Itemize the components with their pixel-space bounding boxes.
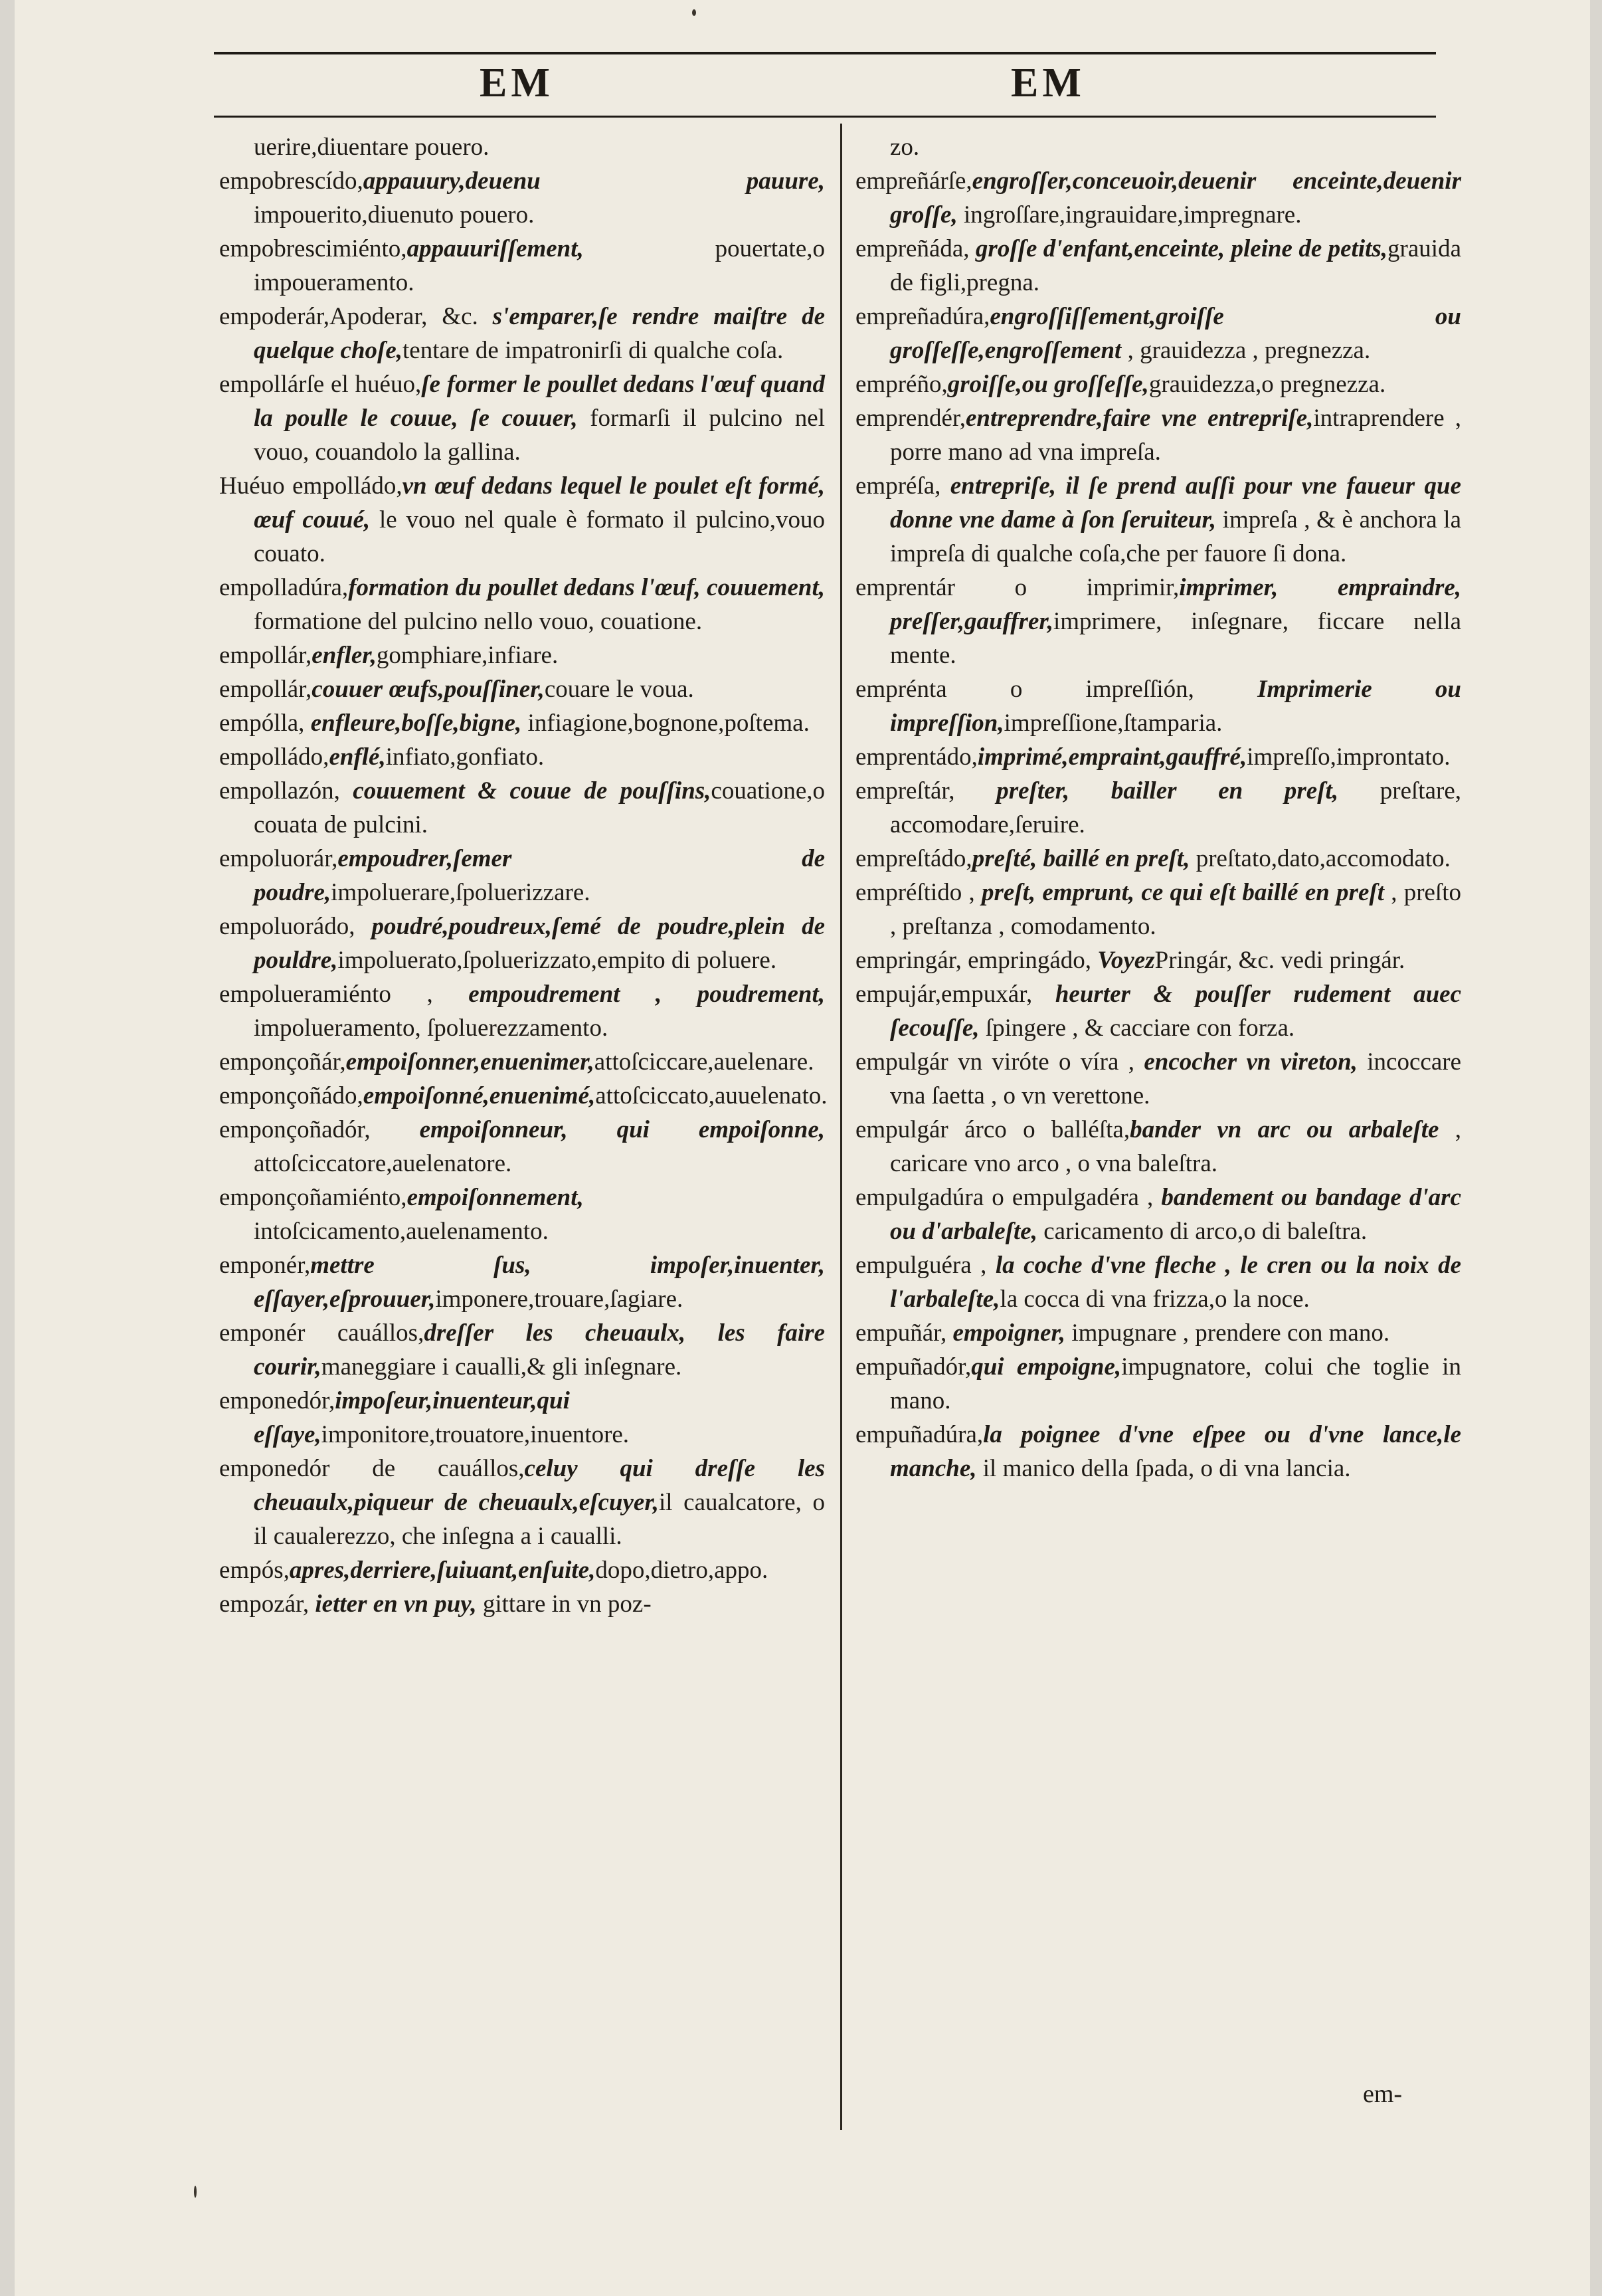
- dictionary-entry: [219, 1113, 825, 1181]
- dictionary-entry: [855, 774, 1461, 842]
- french-gloss: preſter, bailler en preſt,: [996, 777, 1339, 805]
- dictionary-entry: [219, 1587, 825, 1621]
- italian-gloss: Pringár, &c. vedi pringár.: [1154, 947, 1405, 974]
- dictionary-entry: [855, 1045, 1461, 1113]
- head-rule: [214, 116, 1436, 118]
- italian-gloss: , grauidezza , pregnezza.: [1121, 337, 1371, 364]
- dictionary-entry: [219, 1452, 825, 1553]
- top-rule: [214, 52, 1436, 54]
- running-head-left: EM: [480, 60, 554, 106]
- french-gloss: Voyez: [1097, 947, 1155, 974]
- catchword: em-: [1363, 2080, 1403, 2108]
- dictionary-entry: [219, 638, 825, 672]
- italian-gloss: formarſi il pulcino nel vouo, couandolo la gallina.: [254, 405, 825, 466]
- italian-gloss: impreſſione,ſtamparia.: [1004, 710, 1223, 737]
- italian-gloss: gomphiare,infiare.: [376, 642, 559, 669]
- french-gloss: heurter & pouſſer rudement auec ſecouſſe,: [890, 981, 1461, 1042]
- italian-gloss: , caricare vno arco , o vna baleſtra.: [890, 1116, 1462, 1177]
- dictionary-entry: [219, 1248, 825, 1316]
- headword: empolladúra,: [219, 574, 349, 601]
- headword: empoluorádo,: [219, 913, 372, 940]
- italian-gloss: attoſciccare,auelenare.: [594, 1048, 814, 1076]
- french-gloss: empoiſonneur, qui empoiſonne,: [419, 1116, 825, 1143]
- italian-gloss: gittare in vn poz-: [476, 1590, 652, 1618]
- french-gloss: groſſe d'enfant,enceinte, pleine de petits,: [975, 235, 1388, 262]
- headword: empollazón,: [219, 777, 353, 805]
- french-gloss: formation du poullet dedans l'œuf, couuement,: [348, 574, 825, 601]
- dictionary-entry: [855, 232, 1461, 300]
- dictionary-entry: [219, 1181, 825, 1248]
- french-gloss: mettre ſus, impoſer,inuenter, eſſayer,eſprouuer,: [254, 1252, 825, 1313]
- french-gloss: empoudrement , poudrement,: [468, 981, 825, 1008]
- french-gloss: empoudrer,ſemer de poudre,: [254, 845, 825, 906]
- headword: empobrescimiénto,: [219, 235, 407, 262]
- italian-gloss: grauidezza,o pregnezza.: [1148, 371, 1386, 398]
- headword: empreſtádo,: [855, 845, 972, 872]
- italian-gloss: il caualcatore, o il caualerezzo, che inſegna a i caualli.: [254, 1489, 825, 1550]
- dictionary-entry: [219, 130, 825, 164]
- headword: emprénta o impreſſión,: [855, 676, 1258, 703]
- dictionary-entry: [855, 842, 1461, 876]
- dictionary-entry: [219, 1045, 825, 1079]
- french-gloss: couuer œufs,pouſſiner,: [312, 676, 545, 703]
- dictionary-entry: [219, 1384, 825, 1452]
- french-gloss: ietter en vn puy,: [315, 1590, 477, 1618]
- french-gloss: preſt, emprunt, ce qui eſt baillé en preſt: [982, 879, 1384, 906]
- french-gloss: celuy qui dreſſe les cheuaulx,piqueur de cheuaulx,eſcuyer,: [254, 1455, 825, 1516]
- headword: empollárſe el huéuo,: [219, 371, 422, 398]
- french-gloss: enfler,: [312, 642, 377, 669]
- french-gloss: empoiſonnement,: [406, 1184, 584, 1211]
- headword: empobrescído,: [219, 167, 363, 195]
- french-gloss: appauuriſſement,: [406, 235, 584, 262]
- ink-speck: [692, 9, 696, 16]
- headword: empreñárſe,: [855, 167, 972, 195]
- italian-gloss: imprimere, inſegnare, ficcare nella mente.: [890, 608, 1461, 669]
- italian-gloss: couatione,o couata de pulcini.: [254, 777, 825, 838]
- headword: emponçoñár,: [219, 1048, 346, 1076]
- french-gloss: bander vn arc ou arbaleſte: [1130, 1116, 1439, 1143]
- headword: empreſtár,: [855, 777, 997, 805]
- italian-gloss: impolueramento, ſpoluerezzamento.: [254, 1014, 608, 1042]
- headword: empreñadúra,: [855, 303, 990, 330]
- italian-gloss: impouerito,diuenuto pouero.: [254, 201, 535, 229]
- french-gloss: imprimer, empraindre, preſſer,gauffrer,: [890, 574, 1462, 635]
- dictionary-entry: [219, 842, 825, 909]
- headword: empulguéra ,: [855, 1252, 996, 1279]
- dictionary-entry: [219, 232, 825, 300]
- dictionary-entry: [855, 977, 1461, 1045]
- french-gloss: enfleure,boſſe,bigne,: [310, 710, 522, 737]
- italian-gloss: pouertate,o impoueramento.: [254, 235, 825, 296]
- dictionary-entry: [855, 1316, 1461, 1350]
- french-gloss: Imprimerie ou impreſſion,: [890, 676, 1461, 737]
- dictionary-entry: [219, 1553, 825, 1587]
- right-column: [855, 130, 1461, 1485]
- dictionary-entry: [855, 1418, 1461, 1485]
- french-gloss: imprimé,empraint,gauffré,: [977, 743, 1247, 771]
- italian-gloss: couare le voua.: [544, 676, 694, 703]
- italian-gloss: imponere,trouare,ſagiare.: [435, 1286, 683, 1313]
- french-gloss: engroſſiſſement,groiſſe ou groſſeſſe,engroſſement: [890, 303, 1461, 364]
- dictionary-entry: [219, 706, 825, 740]
- dictionary-entry: [855, 1181, 1461, 1248]
- dictionary-entry: [219, 367, 825, 469]
- dictionary-page: [15, 0, 1590, 2296]
- headword: empreñáda,: [855, 235, 976, 262]
- headword: emponedór,: [219, 1387, 335, 1414]
- italian-gloss: impugnare , prendere con mano.: [1065, 1319, 1390, 1347]
- dictionary-entry: [855, 164, 1461, 232]
- italian-gloss: impoluerare,ſpoluerizzare.: [331, 879, 590, 906]
- dictionary-entry: [855, 1248, 1461, 1316]
- headword: emprendér,: [855, 405, 966, 432]
- headword: emponér,: [219, 1252, 311, 1279]
- dictionary-entry: [219, 909, 825, 977]
- headword: emponér cauállos,: [219, 1319, 424, 1347]
- column-divider: [840, 124, 842, 2130]
- italian-gloss: incoccare vna ſaetta , o vn verettone.: [890, 1048, 1461, 1109]
- italian-gloss: attoſciccato,auuelenato.: [595, 1082, 828, 1109]
- dictionary-entry: [219, 977, 825, 1045]
- italian-gloss: intoſcicamento,auelenamento.: [254, 1218, 549, 1245]
- headword: empulgár vn viróte o víra ,: [855, 1048, 1144, 1076]
- french-gloss: dreſſer les cheuaulx, les faire courir,: [254, 1319, 825, 1381]
- italian-gloss: il manico della ſpada, o di vna lancia.: [976, 1455, 1351, 1482]
- italian-gloss: grauida de figli,pregna.: [890, 235, 1461, 296]
- italian-gloss: maneggiare i caualli,& gli inſegnare.: [321, 1353, 682, 1381]
- running-head-right: EM: [1011, 60, 1085, 106]
- headword: emponçoñamiénto,: [219, 1184, 407, 1211]
- headword: empréſtido ,: [855, 879, 982, 906]
- headword: emponedór de cauállos,: [219, 1455, 525, 1482]
- dictionary-entry: [219, 740, 825, 774]
- italian-gloss: preſtato,dato,accomodato.: [1190, 845, 1451, 872]
- dictionary-entry: [855, 300, 1461, 367]
- headword: empuñadúra,: [855, 1421, 984, 1448]
- headword: empringár, empringádo,: [855, 947, 1098, 974]
- dictionary-entry: [219, 1316, 825, 1384]
- headword: empulgár árco o balléſta,: [855, 1116, 1130, 1143]
- headword: empréño,: [855, 371, 948, 398]
- dictionary-entry: [855, 571, 1461, 672]
- french-gloss: couuement & couue de pouſſins,: [353, 777, 711, 805]
- headword: empujár,empuxár,: [855, 981, 1055, 1008]
- french-gloss: empoiſonné,enuenimé,: [363, 1082, 596, 1109]
- italian-gloss: impoluerato,ſpoluerizzato,empito di poluere.: [337, 947, 777, 974]
- dictionary-entry: [219, 1079, 828, 1113]
- headword: empréſa,: [855, 472, 950, 500]
- french-gloss: la coche d'vne fleche , le cren ou la noix de l'arbaleſte,: [890, 1252, 1461, 1313]
- dictionary-entry: [855, 1350, 1461, 1418]
- headword: emponçoñadór,: [219, 1116, 420, 1143]
- headword: empollár,: [219, 642, 312, 669]
- french-gloss: appauury,deuenu pauure,: [363, 167, 825, 195]
- headword: empulgadúra o empulgadéra ,: [855, 1184, 1162, 1211]
- left-column: [219, 130, 828, 1621]
- italian-gloss: infiagione,bognone,poſtema.: [521, 710, 810, 737]
- italian-gloss: la cocca di vna frizza,o la noce.: [1000, 1286, 1310, 1313]
- dictionary-entry: [855, 943, 1461, 977]
- italian-gloss: dopo,dietro,appo.: [595, 1557, 768, 1584]
- dictionary-entry: [219, 164, 825, 232]
- dictionary-entry: [855, 876, 1461, 943]
- italian-gloss: ſpingere , & cacciare con forza.: [979, 1014, 1295, 1042]
- italian-gloss: tentare de impatronirſi di qualche coſa.: [402, 337, 784, 364]
- french-gloss: impoſeur,inuenteur,qui eſſaye,: [254, 1387, 570, 1448]
- headword: Huéuo empolládo,: [219, 472, 402, 500]
- ink-speck: [194, 2186, 197, 2198]
- italian-gloss: uerire,diuentare pouero.: [254, 134, 490, 161]
- italian-gloss: attoſciccatore,auelenatore.: [254, 1150, 512, 1177]
- headword: empoluorár,: [219, 845, 338, 872]
- italian-gloss: impugnatore, colui che toglie in mano.: [890, 1353, 1461, 1414]
- dictionary-entry: [855, 1113, 1461, 1181]
- italian-gloss: , preſto , preſtanza , comodamento.: [890, 879, 1461, 940]
- french-gloss: groiſſe,ou groſſeſſe,: [947, 371, 1149, 398]
- headword: empolueramiénto ,: [219, 981, 469, 1008]
- dictionary-entry: [855, 130, 1461, 164]
- french-gloss: empoiſonner,enuenimer,: [345, 1048, 594, 1076]
- french-gloss: encocher vn vireton,: [1144, 1048, 1358, 1076]
- dictionary-entry: [855, 401, 1461, 469]
- dictionary-entry: [855, 469, 1461, 571]
- french-gloss: empoigner,: [952, 1319, 1066, 1347]
- italian-gloss: ingroſſare,ingrauidare,impregnare.: [957, 201, 1302, 229]
- headword: empuñadór,: [855, 1353, 972, 1381]
- italian-gloss: preſtare, accomodare,ſeruire.: [890, 777, 1461, 838]
- italian-gloss: le vouo nel quale è formato il pulcino,vouo couato.: [254, 506, 825, 567]
- italian-gloss: intraprendere , porre mano ad vna impreſa.: [890, 405, 1461, 466]
- headword: emponçoñádo,: [219, 1082, 363, 1109]
- headword: empoderár,Apoderar, &c.: [219, 303, 493, 330]
- italian-gloss: caricamento di arco,o di baleſtra.: [1037, 1218, 1368, 1245]
- french-gloss: preſté, baillé en preſt,: [972, 845, 1190, 872]
- headword: empozár,: [219, 1590, 315, 1618]
- french-gloss: vn œuf dedans lequel le poulet eſt formé, œuf couué,: [254, 472, 825, 533]
- headword: empolládo,: [219, 743, 329, 771]
- french-gloss: la poignee d'vne eſpee ou d'vne lance,le manche,: [890, 1421, 1461, 1482]
- dictionary-entry: [219, 300, 825, 367]
- italian-gloss: impreſa , & è anchora la impreſa di qualche coſa,che per fauore ſi dona.: [890, 506, 1461, 567]
- dictionary-entry: [219, 672, 825, 706]
- italian-gloss: imponitore,trouatore,inuentore.: [321, 1421, 630, 1448]
- french-gloss: ſe former le poullet dedans l'œuf quand la poulle le couue, ſe couuer,: [254, 371, 825, 432]
- french-gloss: poudré,poudreux,ſemé de poudre,plein de pouldre,: [254, 913, 825, 974]
- dictionary-entry: [219, 571, 825, 638]
- headword: empólla,: [219, 710, 311, 737]
- dictionary-entry: [855, 672, 1461, 740]
- french-gloss: engroſſer,conceuoir,deuenir enceinte,deuenir groſſe,: [890, 167, 1461, 229]
- french-gloss: entrepriſe, il ſe prend auſſi pour vne faueur que donne vne dame à ſon ſeruiteur,: [890, 472, 1461, 533]
- dictionary-entry: [219, 469, 825, 571]
- italian-gloss: zo.: [890, 134, 920, 161]
- dictionary-entry: [219, 774, 825, 842]
- french-gloss: apres,derriere,ſuiuant,enſuite,: [289, 1557, 596, 1584]
- italian-gloss: infiato,gonfiato.: [385, 743, 545, 771]
- headword: empós,: [219, 1557, 290, 1584]
- french-gloss: s'emparer,ſe rendre maiſtre de quelque choſe,: [254, 303, 825, 364]
- headword: emprentár o imprimir,: [855, 574, 1180, 601]
- dictionary-entry: [855, 740, 1461, 774]
- italian-gloss: impreſſo,improntato.: [1247, 743, 1451, 771]
- headword: emprentádo,: [855, 743, 978, 771]
- french-gloss: qui empoigne,: [971, 1353, 1122, 1381]
- french-gloss: entreprendre,faire vne entrepriſe,: [965, 405, 1314, 432]
- italian-gloss: formatione del pulcino nello vouo, couatione.: [254, 608, 703, 635]
- headword: empollár,: [219, 676, 312, 703]
- dictionary-entry: [855, 367, 1461, 401]
- french-gloss: bandement ou bandage d'arc ou d'arbaleſte,: [890, 1184, 1461, 1245]
- french-gloss: enflé,: [329, 743, 386, 771]
- headword: empuñár,: [855, 1319, 953, 1347]
